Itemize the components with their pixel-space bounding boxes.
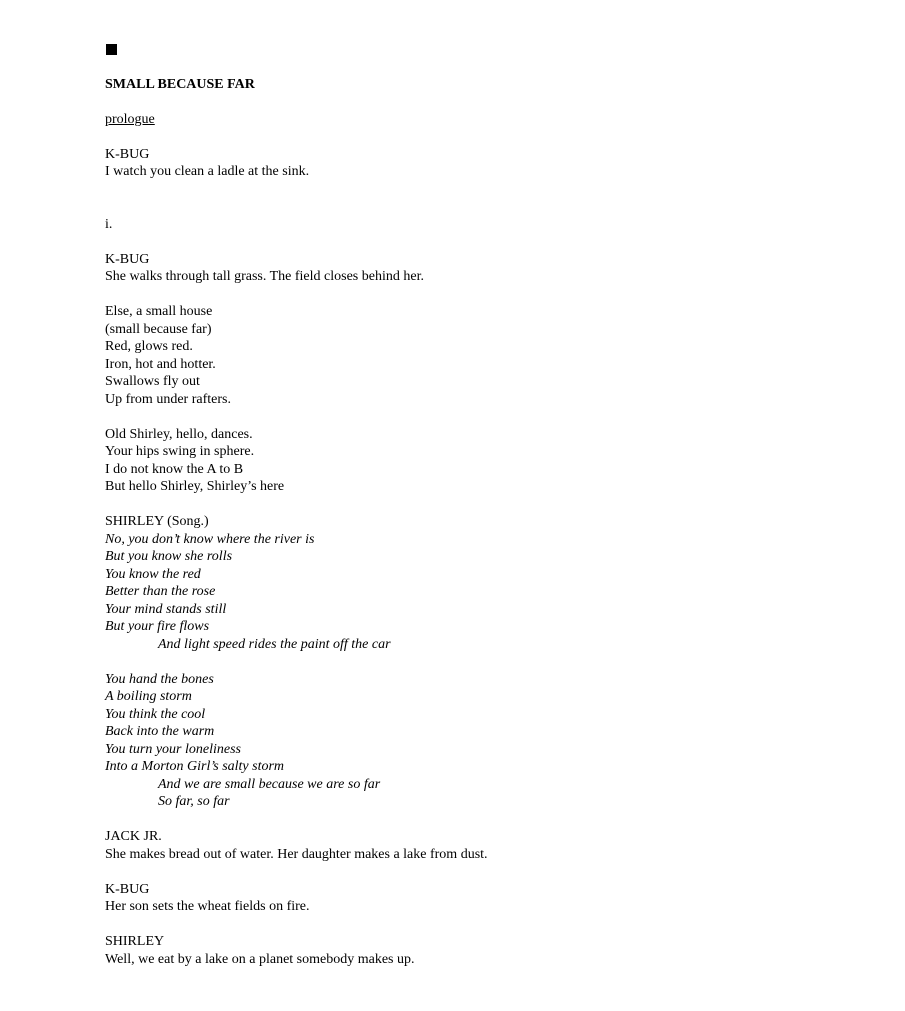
speaker-name: JACK JR. (105, 829, 162, 844)
verse-line: Old Shirley, hello, dances. (105, 426, 253, 442)
song-line: You think the cool (105, 706, 206, 722)
verse-line: Red, glows red. (105, 339, 193, 354)
page-marker-square (106, 44, 117, 55)
verse-line: Your hips swing in sphere. (105, 444, 255, 459)
song-line: Into a Morton Girl’s salty storm (105, 759, 285, 774)
song-line: You hand the bones (105, 671, 214, 687)
song-line: But you know she rolls (105, 549, 233, 564)
speaker-name: SHIRLEY (Song.) (105, 514, 209, 529)
dialogue-line: Well, we eat by a lake on a planet somebody makes up. (105, 951, 415, 967)
verse-line: Iron, hot and hotter. (105, 356, 216, 372)
prologue-heading: prologue (105, 111, 155, 127)
script-page (105, 40, 865, 968)
verse-line: Up from under rafters. (105, 391, 231, 407)
verse-line: But hello Shirley, Shirley’s here (105, 479, 285, 494)
song-line-indented: And light speed rides the paint off the car (158, 636, 391, 652)
song-line-indented: And we are small because we are so far (158, 776, 381, 792)
song-line-indented: So far, so far (158, 794, 230, 809)
song-line: You turn your loneliness (105, 741, 241, 757)
speaker-name: K-BUG (105, 146, 150, 162)
play-title: SMALL BECAUSE FAR (105, 76, 255, 92)
verse-line: Else, a small house (105, 304, 213, 319)
song-line: But your fire flows (105, 619, 210, 634)
verse-line: (small because far) (105, 321, 212, 337)
song-line: You know the red (105, 566, 201, 582)
song-line: No, you don’t know where the river is (105, 531, 315, 547)
verse-line: I do not know the A to B (105, 461, 244, 477)
song-line: A boiling storm (105, 689, 192, 704)
speaker-name: K-BUG (105, 251, 150, 267)
verse-line: Swallows fly out (105, 374, 200, 389)
speaker-name: K-BUG (105, 881, 150, 897)
dialogue-line: She walks through tall grass. The field closes behind her. (105, 269, 424, 284)
song-line: Your mind stands still (105, 601, 227, 617)
dialogue-line: She makes bread out of water. Her daughter makes a lake from dust. (105, 846, 488, 862)
speaker-name: SHIRLEY (105, 934, 165, 949)
song-line: Better than the rose (105, 584, 216, 599)
song-line: Back into the warm (105, 724, 215, 739)
dialogue-line: I watch you clean a ladle at the sink. (105, 164, 310, 179)
scene-heading: i. (105, 216, 113, 232)
dialogue-line: Her son sets the wheat fields on fire. (105, 899, 310, 914)
